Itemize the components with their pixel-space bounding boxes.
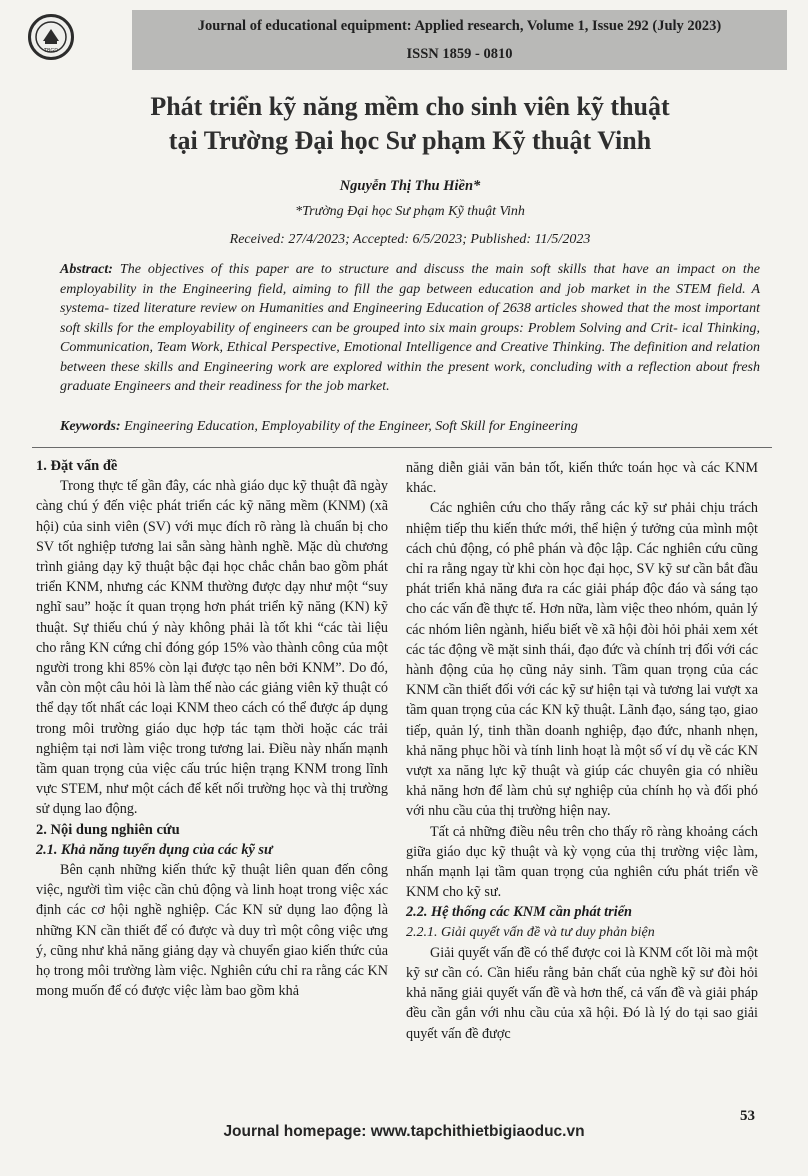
author: Nguyễn Thị Thu Hiền* [339, 178, 481, 194]
heading-introduction: 1. Đặt vấn đề [36, 458, 118, 474]
journal-logo [28, 14, 74, 60]
left-column [36, 456, 388, 1001]
title-line-1: Phát triển kỹ năng mềm cho sinh viên kỹ thuật [150, 92, 670, 121]
issn: ISSN 1859 - 0810 [406, 46, 513, 62]
article-dates: Received: 27/4/2023; Accepted: 6/5/2023; Published: 11/5/2023 [229, 232, 591, 247]
heading-problem-solving: 2.2.1. Giải quyết vấn đề và tư duy phản biện [406, 924, 655, 940]
right-column [406, 458, 758, 1044]
heading-soft-skill-system: 2.2. Hệ thống các KNM cần phát triển [406, 904, 632, 921]
paragraph: Tất cả những điều nêu trên cho thấy rõ ràng khoảng cách giữa giáo dục kỹ thuật và kỳ vọng của thị trường việc làm, nhấn mạnh lại tầm quan trọng của nghiên cứu phát triển về KNM cho kỹ sư. [406, 823, 758, 901]
heading-employability: 2.1. Khả năng tuyển dụng của các kỹ sư [36, 841, 273, 858]
affiliation: *Trường Đại học Sư phạm Kỹ thuật Vinh [295, 204, 525, 219]
keywords [60, 419, 760, 435]
heading-research-content: 2. Nội dung nghiên cứu [36, 821, 180, 838]
paragraph: năng diễn giải văn bản tốt, kiến thức toán học và các KNM khác. [406, 460, 758, 497]
keywords-text: Engineering Education, Employability of the Engineer, Soft Skill for Engineering [124, 419, 578, 434]
abstract [60, 260, 760, 397]
journal-homepage: Journal homepage: www.tapchithietbigiaoduc.vn [223, 1123, 585, 1140]
page-number: 53 [740, 1108, 755, 1124]
journal-citation: Journal of educational equipment: Applied research, Volume 1, Issue 292 (July 2023) [197, 18, 722, 34]
article-title [60, 90, 760, 158]
title-line-2: tại Trường Đại học Sư phạm Kỹ thuật Vinh [168, 126, 652, 155]
abstract-text: The objectives of this paper are to structure and discuss the main soft skills that have an impact on the employability in the Engineering field, aiming to fill the gap between education and job market in the STEM field. A systema- tized literature review on Humanities and Engineering Education of 2638 articles showed that the most important soft skills for the employability of engineers can be grouped into six main groups: Problem Solving and Crit- ical Thinking, Communication, Team Work, Ethical Perspective, Emotional Intelligence and Creative Thinking. The definition and relation between these skills and Engineering work are explored within the present work, concluding with a reflection about fresh graduate Engineers and their readiness for the job market. [60, 262, 760, 394]
paragraph: Các nghiên cứu cho thấy rằng các kỹ sư phải chịu trách nhiệm tiếp thu kiến thức mới, thể hiện ý tưởng của mình một cách chủ động, có phê phán và độc lập. Các nghiên cứu cũng chỉ ra rằng ngay từ khi còn học đại học, SV kỹ sư cần bắt đầu phát triển khả năng đưa ra các giải pháp độc đáo và sáng tạo cho các vấn đề thực tế. Hơn nữa, làm việc theo nhóm, quản lý các nhóm liên ngành, hiểu biết về xã hội đòi hỏi phải xem xét các tác động về mặt sinh thái, đạo đức và chính trị đối với các hành động của họ cũng nảy sinh. Tầm quan trọng của các KNM cần thiết đối với các kỹ sư hiện tại và tương lai vượt xa tầm quan trọng của các KN kỹ thuật. Lãnh đạo, sáng tạo, giao tiếp, quản lý, tinh thần doanh nghiệp, đạo đức, nhanh nhẹn, khả năng phục hồi và tính linh hoạt là một số ví dụ về các KN vượt xa năng lực kỹ thuật và giúp các chuyên gia có nhiều khả năng hơn để làm chủ sự nghiệp của chính họ và đối phó với nhu cầu của thị trường hiện nay. [406, 500, 758, 820]
svg-text:TBGD: TBGD [43, 48, 59, 54]
paragraph: Bên cạnh những kiến thức kỹ thuật liên quan đến công việc, người tìm việc cần chủ động và linh hoạt trong việc xác định các cơ hội nghề nghiệp. Các KN sử dụng lao động là những KN cần thiết để có được và duy trì một công việc ưng ý, cũng như khả năng giảng dạy và chuyển giao kiến thức của họ trong môi trường làm việc. Nghiên cứu chỉ ra rằng các KN mong muốn để có được việc làm bao gồm khả [36, 862, 388, 1000]
section-divider [32, 447, 772, 448]
abstract-label: Abstract: [60, 262, 113, 277]
paragraph: Giải quyết vấn đề có thể được coi là KNM cốt lõi mà một kỹ sư cần có. Cần hiểu rằng bản chất của nghề kỹ sư đòi hỏi khả năng giải quyết vấn đề và hơn thế, cả vấn đề và giải pháp đều cần gắn với nhu cầu của xã hội. Đó là lý do tại sao giải quyết vấn đề được [406, 944, 758, 1042]
keywords-label: Keywords: [60, 419, 121, 434]
paragraph: Trong thực tế gần đây, các nhà giáo dục kỹ thuật đã ngày càng chú ý đến việc phát triển các kỹ năng mềm (KNM) (xã hội) của sinh viên (SV) với mục đích rõ ràng là chuẩn bị cho SV tốt nghiệp tương lai sẵn sàng hành nghề. Mặc dù chương trình giảng dạy kỹ thuật bậc đại học chắc chắn bao gồm phát triển KNM, nhưng các KNM thường được dạy như một “suy nghĩ sau” hoặc ít quan trọng hơn phát triển kỹ năng (KN) kỹ thuật. Sự thiếu chú ý này không phải là tốt khi “các tài liệu cho rằng KN cứng chỉ đóng góp 15% vào thành công của một người trong khi 85% còn lại được tạo nên bởi KNM”. Do đó, vẫn còn một câu hỏi là làm thế nào các giảng viên kỹ thuật có thể dạy tốt nhất các loại KNM theo cách có thể được áp dụng trong môi trường giáo dục hợp tác tạm thời hoặc các trải nghiệm tại nơi làm việc trong tương lai. Điều này nhấn mạnh tầm quan trọng của việc cấu trúc hiện trạng KNM trong lĩnh vực STEM, như một cách để kết nối trường học và thị trường sử dụng lao động. [36, 478, 388, 818]
